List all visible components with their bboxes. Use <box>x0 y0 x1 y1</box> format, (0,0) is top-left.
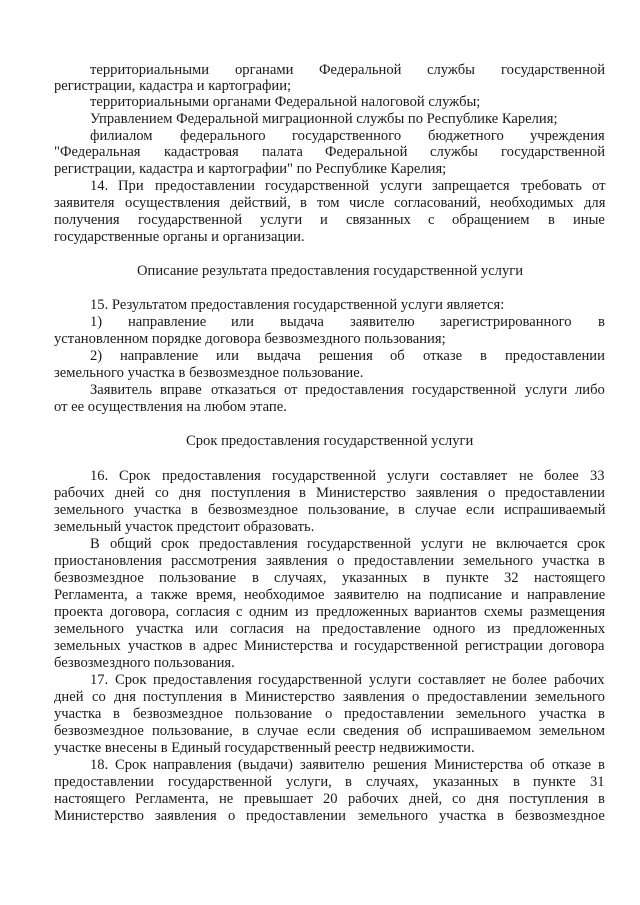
word: требовать <box>521 178 582 194</box>
word: дней <box>54 689 84 705</box>
word: из <box>295 604 309 620</box>
word: безвозмездное <box>54 570 144 586</box>
word: в <box>480 348 487 364</box>
word: предоставлении <box>54 774 154 790</box>
word: в <box>598 314 605 330</box>
word: Министерства <box>244 638 334 654</box>
word: действий, <box>230 195 291 211</box>
word: земельного <box>54 502 124 518</box>
word: дня <box>114 689 136 705</box>
word: пользование, <box>308 502 389 518</box>
word: государственной <box>412 382 517 398</box>
word: государственной <box>272 468 377 484</box>
word: государственной <box>265 178 370 194</box>
word: либо <box>575 382 605 398</box>
word: Срок <box>119 468 151 484</box>
word: включается <box>496 536 568 552</box>
word: предоставлении <box>505 485 605 501</box>
word: заявителю <box>300 757 365 773</box>
word: рабочих <box>54 485 105 501</box>
word: испрашиваемый <box>504 502 606 518</box>
word: заявления <box>416 485 478 501</box>
word: (выдачи) <box>238 757 293 773</box>
word: зарегистрированного <box>440 314 572 330</box>
word: схемы <box>484 604 523 620</box>
word: 16. <box>90 468 109 484</box>
word: со <box>452 791 466 807</box>
word: пользование, <box>152 723 233 739</box>
word: услуги <box>387 468 430 484</box>
line-text: от ее осуществления на любом этапе. <box>54 399 287 415</box>
word: Регламента, <box>135 791 209 807</box>
word: 18. <box>90 757 109 773</box>
word: в <box>598 553 605 569</box>
word: обращением <box>452 212 530 228</box>
word: не <box>219 791 234 807</box>
word: предоставлении <box>246 808 346 824</box>
word: 32 <box>504 570 519 586</box>
word: государственной <box>258 672 363 688</box>
word: заявления <box>343 689 405 705</box>
line-text: государственные органы и организации. <box>54 229 305 245</box>
word: о <box>228 808 236 824</box>
word: согласований, <box>394 195 481 211</box>
word: более <box>544 468 579 484</box>
word: пользование <box>159 570 237 586</box>
word: указанных <box>433 774 499 790</box>
line-text: земельный участок предстоит образовать. <box>54 519 315 535</box>
word: случае <box>257 723 299 739</box>
word: Срок <box>115 757 147 773</box>
word: бюджетного <box>428 128 504 144</box>
word: участка <box>136 621 184 637</box>
word: услуги <box>369 672 412 688</box>
word: кадастровая <box>164 144 239 160</box>
word: При <box>118 178 144 194</box>
word: и <box>340 638 348 654</box>
word: безвозмездное <box>208 502 298 518</box>
word: составляет <box>440 468 508 484</box>
word: со <box>155 485 169 501</box>
word: на <box>407 587 422 603</box>
word: Министерство <box>316 485 406 501</box>
word: 17. <box>90 672 109 688</box>
line-text: территориальными органами Федеральной налоговой службы; <box>90 94 481 110</box>
word: в <box>230 689 237 705</box>
line-text: 15. Результатом предоставления государственной услуги является: <box>90 297 505 313</box>
word: необходимое <box>244 587 325 603</box>
word: государственной <box>501 62 606 78</box>
word: от <box>284 382 298 398</box>
word: а <box>136 587 143 603</box>
word: предложенных <box>513 621 606 637</box>
word: необходимых <box>490 195 574 211</box>
word: предоставлении <box>505 348 605 364</box>
word: связанных <box>346 212 411 228</box>
word: согласия <box>176 604 230 620</box>
word: органами <box>235 62 294 78</box>
word: предоставления <box>305 382 404 398</box>
word: срок <box>161 536 190 552</box>
word: предоставлении <box>155 178 255 194</box>
word: от <box>592 178 606 194</box>
word: приостановления <box>54 553 162 569</box>
word: территориальными <box>90 62 210 78</box>
word: с <box>428 212 435 228</box>
word: земельного <box>535 689 605 705</box>
word: направления <box>153 757 232 773</box>
word: в <box>398 502 405 518</box>
word: в <box>252 570 259 586</box>
word: безвозмездное <box>515 808 605 824</box>
word: в <box>242 723 249 739</box>
word: не <box>519 468 534 484</box>
word: поступления <box>509 791 589 807</box>
word: дня <box>477 791 499 807</box>
word: не <box>492 672 507 688</box>
word: безвозмездное <box>133 706 223 722</box>
word: отказе <box>552 757 592 773</box>
word: в <box>191 502 198 518</box>
word: земельного <box>456 706 526 722</box>
word: земельных <box>54 638 121 654</box>
word: в <box>598 757 605 773</box>
word: государственной <box>168 774 273 790</box>
word: из <box>487 621 501 637</box>
word: поступления <box>143 689 223 705</box>
word: составляет <box>418 672 486 688</box>
word: осуществления <box>125 195 220 211</box>
word: 1) <box>90 314 103 330</box>
word: если <box>307 723 336 739</box>
word: числе <box>349 195 385 211</box>
word: настоящего <box>54 791 126 807</box>
word: 14. <box>90 178 109 194</box>
line-text: безвозмездного пользования. <box>54 655 235 671</box>
word: в <box>299 485 306 501</box>
word: настоящего <box>534 570 606 586</box>
word: если <box>466 502 495 518</box>
word: не <box>472 536 487 552</box>
word: вправе <box>160 382 202 398</box>
word: службы <box>430 144 478 160</box>
word: предоставлении <box>344 706 444 722</box>
word: государственной <box>138 212 243 228</box>
word: подписание <box>429 587 502 603</box>
word: участка <box>54 706 102 722</box>
word: превышает <box>244 791 313 807</box>
word: размещения <box>530 604 606 620</box>
word: адрес <box>203 638 238 654</box>
word: государственной <box>354 638 459 654</box>
line-text: регистрации, кадастра и картографии" по Республике Карелия; <box>54 161 447 177</box>
word: в <box>113 706 120 722</box>
word: участка <box>539 706 587 722</box>
word: в <box>423 570 430 586</box>
word: направление <box>120 348 199 364</box>
word: для <box>584 195 606 211</box>
word: об <box>407 723 422 739</box>
word: сведения <box>343 723 399 739</box>
word: получения <box>54 212 120 228</box>
word: в <box>513 774 520 790</box>
word: о <box>325 706 333 722</box>
word: направление <box>527 587 606 603</box>
word: регистрации <box>465 638 543 654</box>
word: предоставления <box>153 672 252 688</box>
word: и <box>511 587 519 603</box>
word: 2) <box>90 348 103 364</box>
word: Заявитель <box>90 382 152 398</box>
line-text: участке внесены в Единый государственный реестр недвижимости. <box>54 740 475 756</box>
word: или <box>216 348 239 364</box>
word: государственного <box>292 128 402 144</box>
word: услуги, <box>286 774 332 790</box>
word: заявителю <box>350 314 415 330</box>
word: государственной <box>501 144 606 160</box>
word: о <box>412 689 420 705</box>
word: безвозмездное <box>54 723 144 739</box>
word: государственной <box>307 536 412 552</box>
word: 33 <box>590 468 605 484</box>
word: заявителя <box>54 195 115 211</box>
word: рабочих <box>348 791 399 807</box>
line-text: регистрации, кадастра и картографии; <box>54 78 292 94</box>
word: услуги <box>260 212 303 228</box>
heading-text: Срок предоставления государственной услуги <box>186 433 474 449</box>
word: в <box>345 774 352 790</box>
word: В <box>90 536 100 552</box>
word: учреждения <box>530 128 605 144</box>
word: предоставления <box>199 536 298 552</box>
word: договора <box>549 638 605 654</box>
word: услуги <box>421 536 464 552</box>
heading-text: Описание результата предоставления государственной услуги <box>137 263 524 279</box>
word: запрещается <box>432 178 510 194</box>
word: решения <box>373 757 427 773</box>
word: Министерства <box>434 757 524 773</box>
word: федерального <box>180 128 266 144</box>
word: одного <box>433 621 476 637</box>
word: выдача <box>280 314 324 330</box>
word: решения <box>319 348 373 364</box>
word: Министерство <box>54 808 144 824</box>
word: земельного <box>358 808 428 824</box>
word: о <box>337 553 345 569</box>
word: Федеральной <box>325 144 408 160</box>
word: в <box>548 212 555 228</box>
word: или <box>231 314 254 330</box>
word: предоставление <box>322 621 421 637</box>
word: предложенных <box>316 604 409 620</box>
word: услуги <box>380 178 423 194</box>
word: отказе <box>423 348 463 364</box>
word: вариантов <box>414 604 477 620</box>
word: или <box>195 621 218 637</box>
word: земельного <box>54 621 124 637</box>
word: общий <box>110 536 152 552</box>
line-text: Управлением Федеральной миграционной службы по Республике Карелия; <box>90 111 558 127</box>
word: испрашиваемом <box>431 723 532 739</box>
word: службы <box>427 62 475 78</box>
word: заявления <box>266 553 328 569</box>
word: поступления <box>211 485 291 501</box>
word: филиалом <box>90 128 153 144</box>
word: иные <box>573 212 605 228</box>
word: пункте <box>446 570 489 586</box>
word: направление <box>128 314 207 330</box>
word: о <box>488 485 496 501</box>
line-text: земельного участка в безвозмездное пользование. <box>54 365 364 381</box>
word: пункте <box>533 774 576 790</box>
word: дней <box>115 485 145 501</box>
word: участка <box>542 553 590 569</box>
word: предоставления <box>162 468 261 484</box>
word: дней, <box>409 791 443 807</box>
word: со <box>92 689 106 705</box>
word: Федеральной <box>319 62 402 78</box>
word: договора, <box>110 604 170 620</box>
word: заявителю <box>334 587 399 603</box>
word: участков <box>128 638 183 654</box>
word: участка <box>134 502 182 518</box>
word: и <box>320 212 328 228</box>
word: 20 <box>323 791 338 807</box>
word: земельном <box>539 723 605 739</box>
word: об <box>390 348 405 364</box>
word: том <box>317 195 340 211</box>
word: пользование <box>235 706 313 722</box>
word: в <box>189 638 196 654</box>
word: проекта <box>54 604 103 620</box>
word: срок <box>577 536 606 552</box>
word: "Федеральная <box>54 144 141 160</box>
word: согласия <box>230 621 284 637</box>
word: рабочих <box>554 672 605 688</box>
word: время, <box>196 587 237 603</box>
word: земельного <box>463 553 533 569</box>
word: случаях, <box>274 570 327 586</box>
word: об <box>530 757 545 773</box>
word: услуги <box>525 382 568 398</box>
word: с <box>236 604 243 620</box>
word: предоставлении <box>427 689 527 705</box>
word: в <box>598 706 605 722</box>
word: палата <box>262 144 303 160</box>
word: в <box>497 808 504 824</box>
word: отказаться <box>211 382 276 398</box>
word: участка <box>439 808 487 824</box>
word: предоставлении <box>354 553 454 569</box>
word: на <box>296 621 311 637</box>
word: случаях, <box>366 774 419 790</box>
word: Министерство <box>245 689 335 705</box>
word: 31 <box>590 774 605 790</box>
word: Срок <box>115 672 147 688</box>
line-text: установленном порядке договора безвозмездного пользования; <box>54 331 446 347</box>
word: заявления <box>155 808 217 824</box>
word: рассмотрения <box>171 553 257 569</box>
word: дня <box>179 485 201 501</box>
word: в <box>300 195 307 211</box>
word: указанных <box>342 570 408 586</box>
word: в <box>598 791 605 807</box>
word: выдача <box>257 348 301 364</box>
word: более <box>512 672 547 688</box>
word: случае <box>415 502 457 518</box>
word: Регламента, <box>54 587 128 603</box>
word: одним <box>249 604 289 620</box>
word: также <box>151 587 188 603</box>
